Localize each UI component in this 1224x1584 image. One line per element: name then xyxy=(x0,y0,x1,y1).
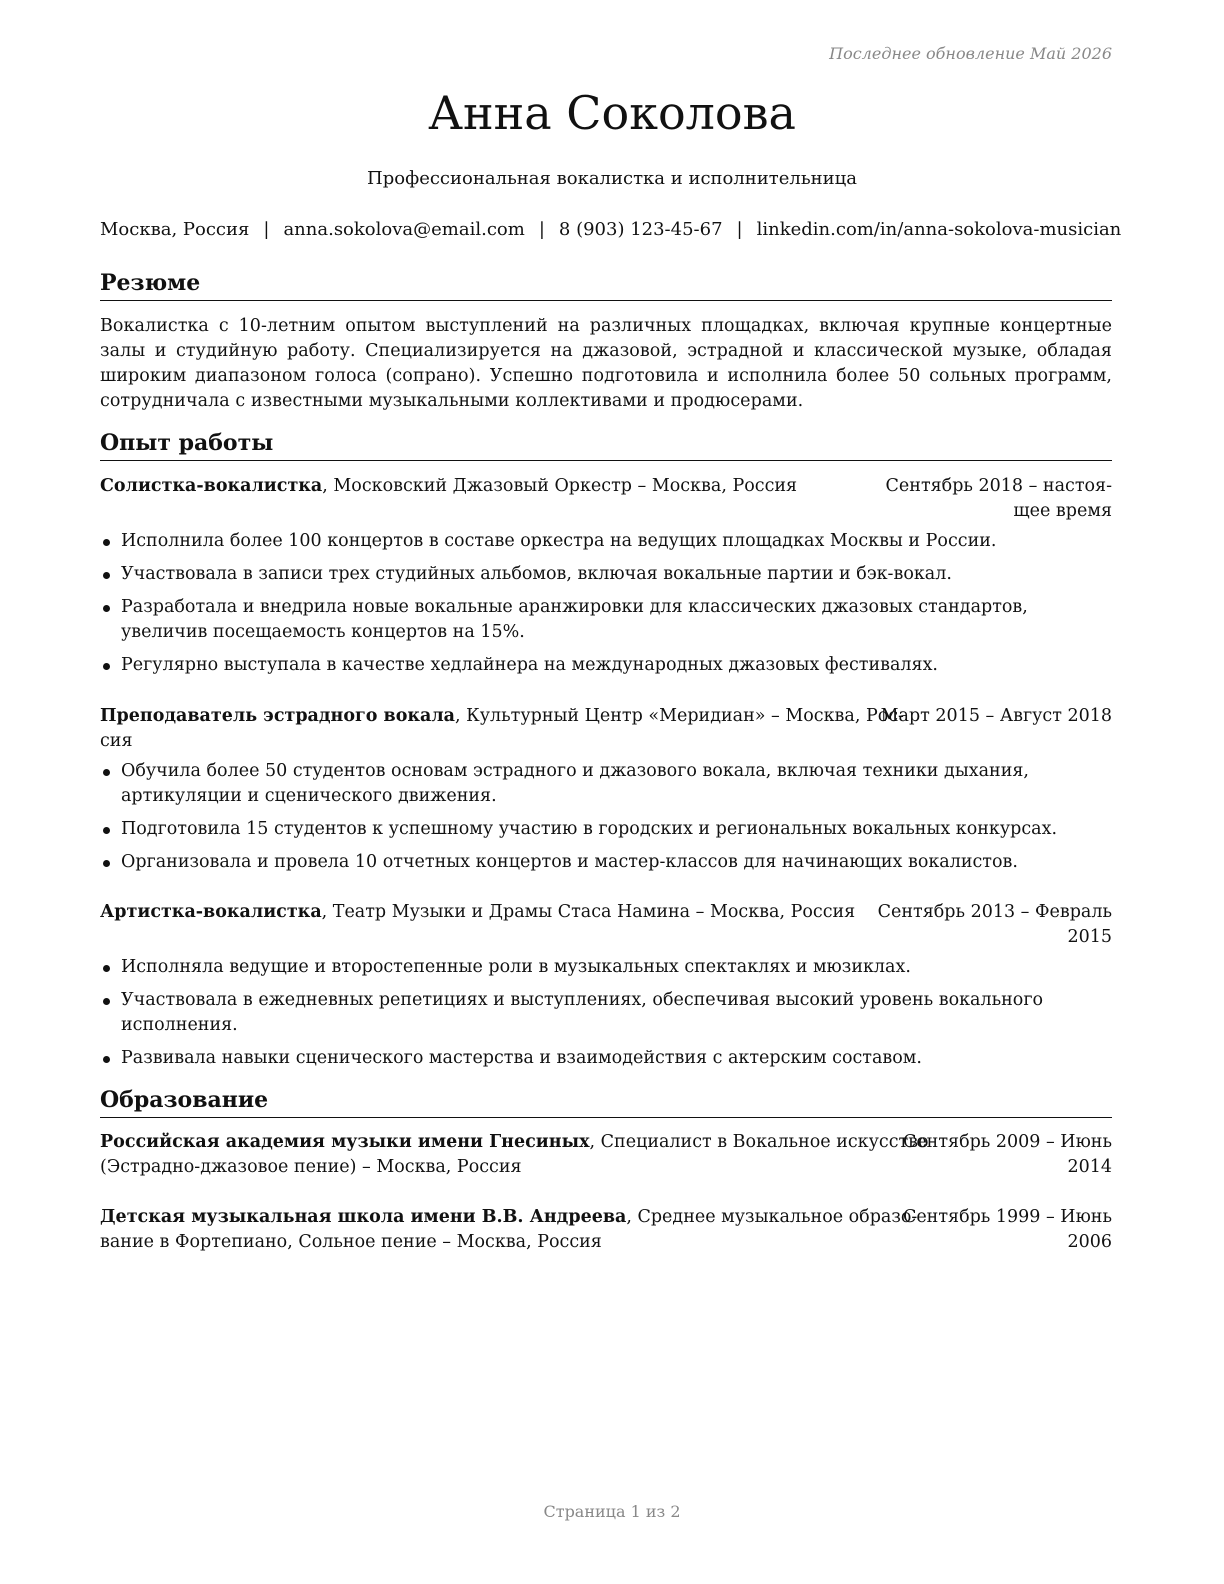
job-date-line: Сентябрь 2013 – Февраль xyxy=(877,902,1112,922)
bullet-text: Обучила более 50 студентов основам эстрадного и джазового вокала, включая техники дыхания, артикуляции и сценического движения. xyxy=(121,761,1029,806)
job-date-line: щее время xyxy=(1013,501,1112,521)
list-item xyxy=(100,988,1112,1038)
contact-email[interactable]: anna.sokolova@email.com xyxy=(283,219,525,240)
bullet-icon xyxy=(103,998,110,1005)
list-item xyxy=(100,817,1112,842)
job-date-line: Сентябрь 2018 – настоя- xyxy=(885,476,1112,496)
bullet-text: Исполнила более 100 концертов в составе оркестра на ведущих площадках Москвы и России. xyxy=(121,531,997,551)
job-role: Солистка-вокалистка xyxy=(100,476,323,496)
bullet-icon xyxy=(103,539,110,546)
bullet-text: Участвовала в записи трех студийных альбомов, включая вокальные партии и бэк-вокал. xyxy=(121,564,952,584)
bullet-icon xyxy=(103,965,110,972)
job-bullets xyxy=(100,529,1112,686)
candidate-name: Анна Соколова xyxy=(428,86,796,140)
candidate-title: Профессиональная вокалистка и исполнительница xyxy=(367,168,857,189)
job-entry xyxy=(100,900,1112,950)
contact-separator: | xyxy=(538,219,545,240)
page-number: Страница 1 из 2 xyxy=(543,1502,681,1521)
job-org: , Культурный Центр «Меридиан» – Москва, Рос- xyxy=(455,706,904,726)
job-date-line: 2015 xyxy=(1067,927,1112,947)
education-dates xyxy=(903,1130,1112,1180)
education-entry xyxy=(100,1205,1112,1255)
list-item xyxy=(100,653,1112,678)
job-heading xyxy=(100,900,855,925)
job-date-line: Март 2015 – Август 2018 xyxy=(880,706,1112,726)
bullet-text: Исполняла ведущие и второстепенные роли в музыкальных спектаклях и мюзиклах. xyxy=(121,957,911,977)
list-item xyxy=(100,955,1112,980)
section-title-education: Образование xyxy=(100,1087,1112,1118)
education-date-line: 2006 xyxy=(1067,1232,1112,1252)
school-name: Детская музыкальная школа имени В.В. Андреева xyxy=(100,1207,627,1227)
bullet-icon xyxy=(103,827,110,834)
list-item xyxy=(100,529,1112,554)
bullet-text: Участвовала в ежедневных репетициях и выступлениях, обеспечивая высокий уровень вокального исполнения. xyxy=(121,990,1044,1035)
education-entry xyxy=(100,1130,1112,1180)
list-item xyxy=(100,1046,1112,1071)
bullet-text: Регулярно выступала в качестве хедлайнера на международных джазовых фестивалях. xyxy=(121,655,938,675)
contact-location: Москва, Россия xyxy=(100,219,250,240)
education-date-line: Сентябрь 1999 – Июнь xyxy=(902,1207,1112,1227)
job-bullets xyxy=(100,955,1112,1079)
contact-linkedin[interactable]: linkedin.com/in/anna-sokolova-musician xyxy=(756,219,1122,240)
education-date-line: 2014 xyxy=(1067,1157,1112,1177)
job-dates xyxy=(878,900,1112,950)
bullet-icon xyxy=(103,860,110,867)
degree-detail-continued: вание в Фортепиано, Сольное пение – Москва, Россия xyxy=(100,1232,602,1252)
summary-text: Вокалистка с 10-летним опытом выступлений на различных площадках, включая крупные концертные залы и студийную работу. Специализируется на джазовой, эстрадной и классической музыке, обладая широким диапазоном голоса (сопрано). Успешно подготовила и исполнила более 50 сольных программ, сотрудничала с известными музыкальными коллективами и продюсерами. xyxy=(100,316,1112,411)
bullet-text: Подготовила 15 студентов к успешному участию в городских и региональных вокальных конкурсах. xyxy=(121,819,1058,839)
job-heading xyxy=(100,704,904,754)
list-item xyxy=(100,759,1112,809)
list-item xyxy=(100,562,1112,587)
bullet-icon xyxy=(103,572,110,579)
education-heading xyxy=(100,1205,917,1255)
contact-line xyxy=(100,219,1122,240)
education-dates xyxy=(903,1205,1112,1255)
job-role: Преподаватель эстрадного вокала xyxy=(100,706,456,726)
education-heading xyxy=(100,1130,929,1180)
bullet-text: Организовала и провела 10 отчетных концертов и мастер-классов для начинающих вокалистов. xyxy=(121,852,1018,872)
last-updated: Последнее обновление Май 2026 xyxy=(829,44,1112,63)
section-title-experience: Опыт работы xyxy=(100,430,1112,461)
bullet-icon xyxy=(103,769,110,776)
bullet-text: Развивала навыки сценического мастерства и взаимодействия с актерским составом. xyxy=(121,1048,922,1068)
job-dates xyxy=(886,474,1112,524)
job-role: Артистка-вокалистка xyxy=(100,902,322,922)
section-title-summary: Резюме xyxy=(100,270,1112,301)
school-name: Российская академия музыки имени Гнесиных xyxy=(100,1132,590,1152)
degree-detail: , Специалист в Вокальное искусство xyxy=(589,1132,929,1152)
bullet-text: Разработала и внедрила новые вокальные аранжировки для классических джазовых стандартов, увеличив посещаемость концертов на 15%. xyxy=(121,597,1028,642)
job-entry xyxy=(100,704,1112,754)
job-dates xyxy=(881,704,1112,729)
job-heading xyxy=(100,474,797,499)
job-bullets xyxy=(100,759,1112,883)
job-org: , Московский Джазовый Оркестр – Москва, Россия xyxy=(322,476,798,496)
job-org: , Театр Музыки и Драмы Стаса Намина – Москва, Россия xyxy=(321,902,856,922)
contact-separator: | xyxy=(263,219,270,240)
bullet-icon xyxy=(103,1056,110,1063)
contact-phone[interactable]: 8 (903) 123-45-67 xyxy=(558,219,723,240)
degree-detail-continued: (Эстрадно-джазовое пение) – Москва, Россия xyxy=(100,1157,522,1177)
bullet-icon xyxy=(103,605,110,612)
bullet-icon xyxy=(103,663,110,670)
degree-detail: , Среднее музыкальное образо- xyxy=(626,1207,918,1227)
list-item xyxy=(100,850,1112,875)
education-date-line: Сентябрь 2009 – Июнь xyxy=(902,1132,1112,1152)
job-org-continued: сия xyxy=(100,731,133,751)
job-entry xyxy=(100,474,1112,524)
list-item xyxy=(100,595,1112,645)
contact-separator: | xyxy=(736,219,743,240)
